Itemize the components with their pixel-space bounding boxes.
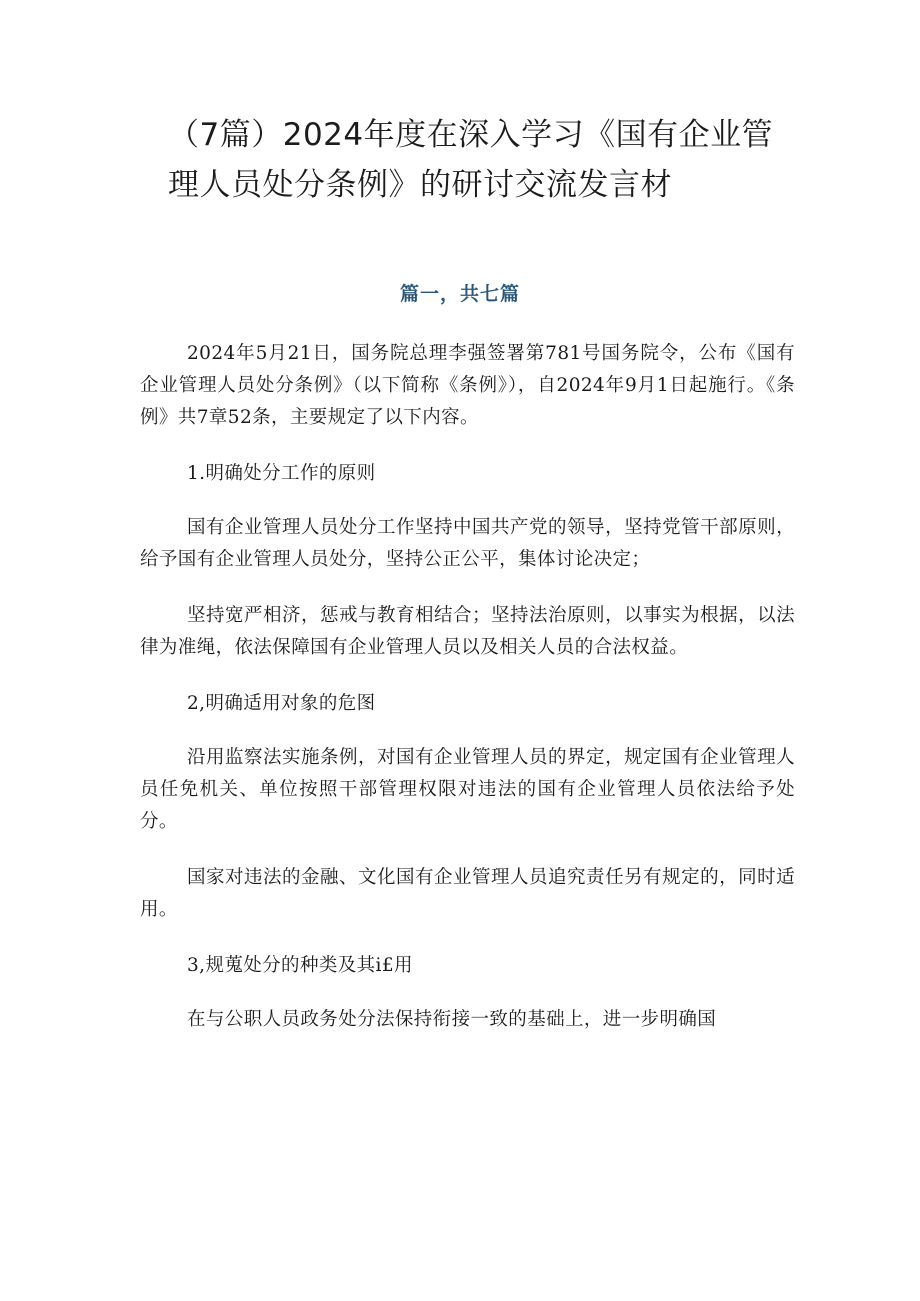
document-body — [140, 338, 795, 1060]
paragraph-intro: 2024年5月21日，国务院总理李强签署第781号国务院令，公布《国有企业管理人员处分条例》（以下简称《条例》），自2024年9月1日起施行。《条例》共7章52条，主要规定了以下内容。 — [140, 343, 795, 428]
paragraph-principles-2: 坚持宽严相济，惩戒与教育相结合；坚持法治原则，以事实为根据，以法律为准绳，依法保障国有企业管理人员以及相关人员的合法权益。 — [140, 605, 795, 658]
paragraph-types-1: 在与公职人员政务处分法保持衔接一致的基础上，进一步明确国 — [187, 1009, 717, 1030]
paragraph-scope-2: 国家对违法的金融、文化国有企业管理人员追究责任另有规定的，同时适用。 — [140, 867, 795, 920]
paragraph-principles-1: 国有企业管理人员处分工作坚持中国共产党的领导，坚持党管干部原则，给予国有企业管理人员处分，坚持公正公平，集体讨论决定； — [140, 517, 795, 570]
subheading-principles: 1.明确处分工作的原则 — [187, 463, 376, 484]
paragraph-scope-1: 沿用监察法实施条例，对国有企业管理人员的界定，规定国有企业管理人员任免机关、单位按照干部管理权限对违法的国有企业管理人员依法给予处分。 — [140, 747, 795, 832]
subheading-scope: 2,明确适用对象的危图 — [187, 693, 376, 714]
section-heading: 篇一，共七篇 — [399, 283, 520, 305]
title-line-1: （7篇）2024年度在深入学习《国有企业管 — [168, 117, 774, 153]
title-line-2: 理人员处分条例》的研讨交流发言材 — [168, 167, 672, 203]
subheading-types: 3,规蒐处分的种类及其i£用 — [187, 955, 413, 976]
document-title — [168, 110, 808, 210]
